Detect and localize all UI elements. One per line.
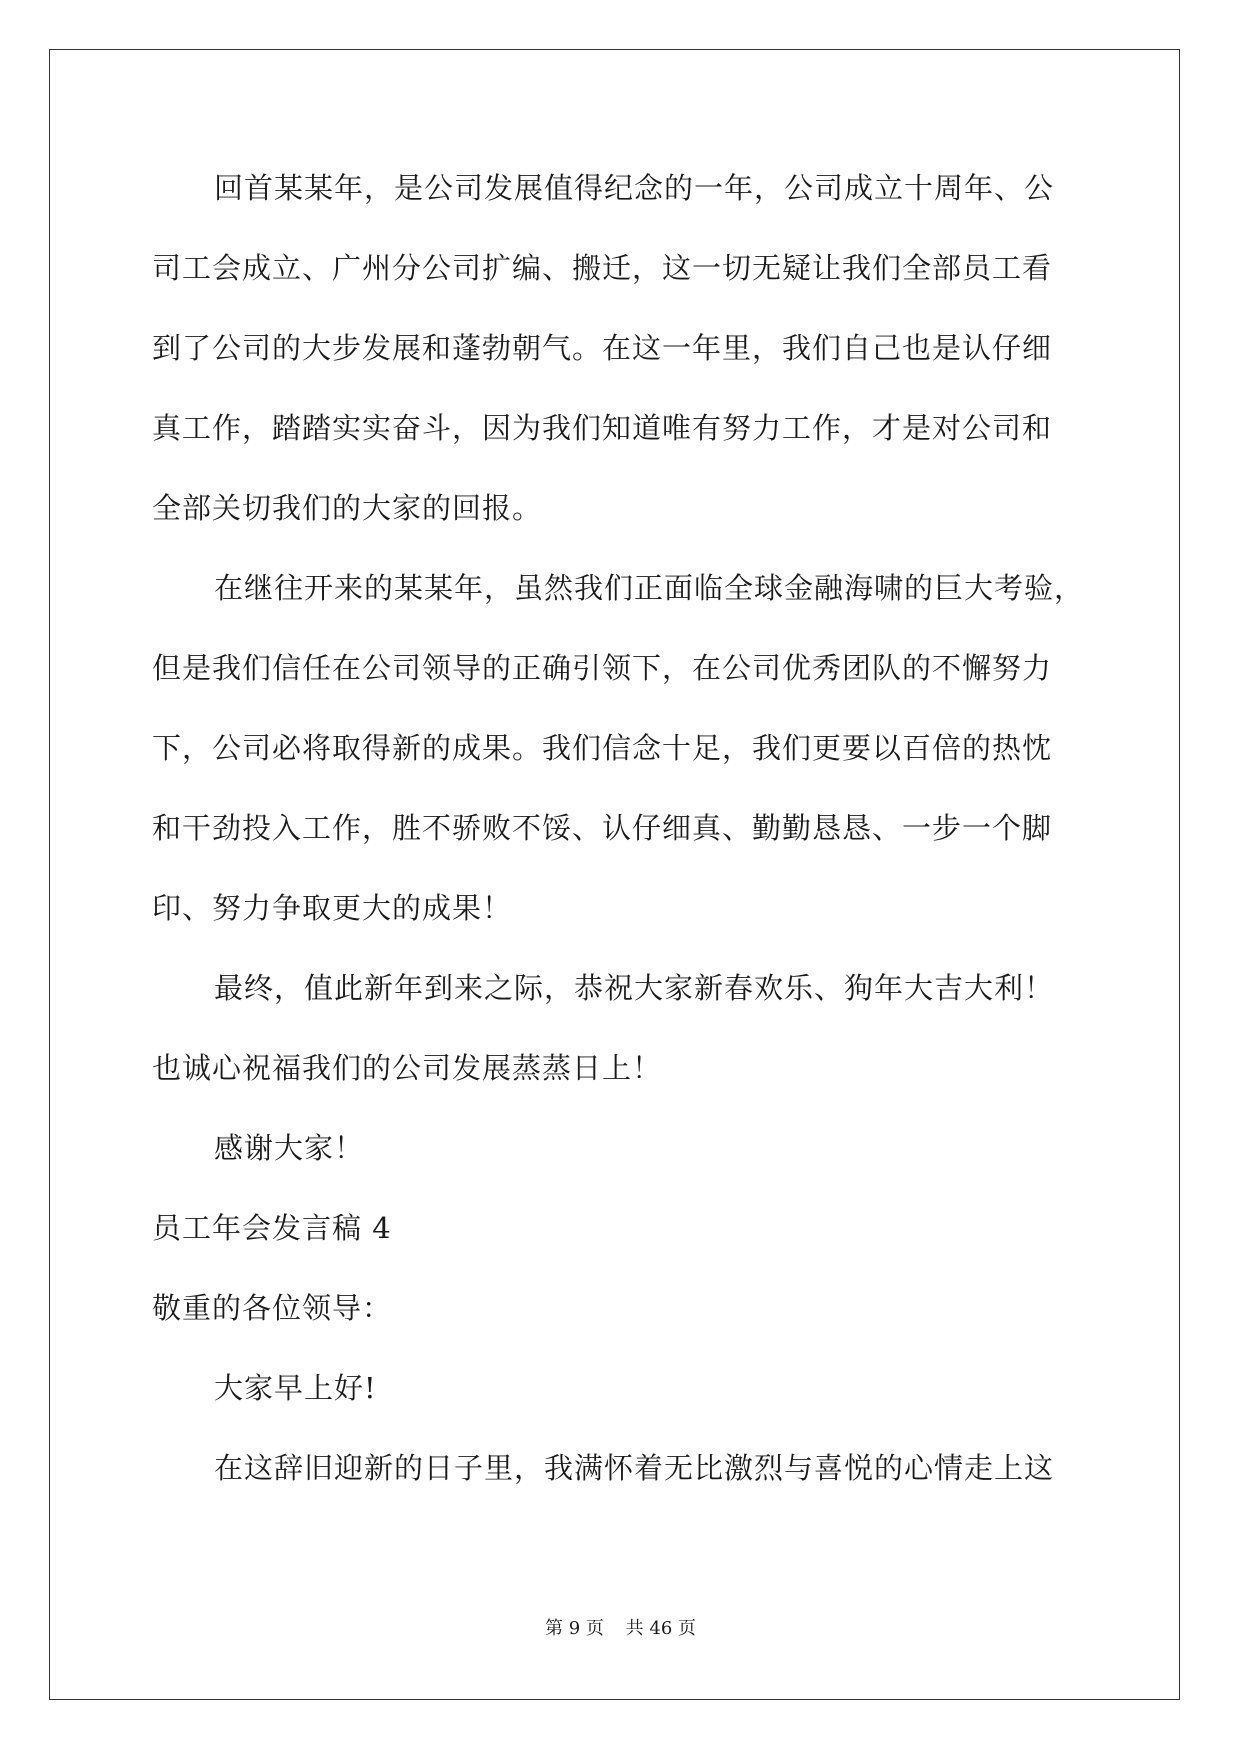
paragraph-line: 但是我们信任在公司领导的正确引领下，在公司优秀团队的不懈努力 — [152, 651, 1053, 685]
paragraph-line: 在这辞旧迎新的日子里，我满怀着无比激烈与喜悦的心情走上这 — [214, 1451, 1055, 1485]
paragraph-line: 印、努力争取更大的成果！ — [152, 891, 513, 925]
page-number: 第 9 页 — [545, 1618, 604, 1639]
paragraph-line: 最终，值此新年到来之际，恭祝大家新春欢乐、狗年大吉大利！ — [214, 971, 1055, 1005]
paragraph-line: 在继往开来的某某年，虽然我们正面临全球金融海啸的巨大考验， — [214, 571, 1085, 605]
paragraph-line: 和干劲投入工作，胜不骄败不馁、认仔细真、勤勤恳恳、一步一个脚 — [152, 811, 1053, 845]
paragraph-line: 到了公司的大步发展和蓬勃朝气。在这一年里，我们自己也是认仔细 — [152, 331, 1053, 365]
document-body — [152, 162, 1085, 1495]
paragraph-line: 回首某某年，是公司发展值得纪念的一年，公司成立十周年、公 — [214, 171, 1055, 205]
paragraph-line: 司工会成立、广州分公司扩编、搬迁，这一切无疑让我们全部员工看 — [152, 251, 1053, 285]
page-footer — [0, 1614, 1241, 1640]
paragraph-line: 下，公司必将取得新的成果。我们信念十足，我们更要以百倍的热忱 — [152, 731, 1053, 765]
section-heading: 员工年会发言稿 4 — [152, 1211, 392, 1245]
salutation: 敬重的各位领导： — [152, 1291, 393, 1325]
page-total: 共 46 页 — [625, 1618, 696, 1639]
paragraph-line: 也诚心祝福我们的公司发展蒸蒸日上！ — [152, 1051, 663, 1085]
paragraph-line: 感谢大家！ — [214, 1131, 365, 1165]
greeting: 大家早上好! — [214, 1371, 377, 1405]
paragraph-line: 全部关切我们的大家的回报。 — [152, 491, 543, 525]
paragraph-line: 真工作，踏踏实实奋斗，因为我们知道唯有努力工作，才是对公司和 — [152, 411, 1053, 445]
